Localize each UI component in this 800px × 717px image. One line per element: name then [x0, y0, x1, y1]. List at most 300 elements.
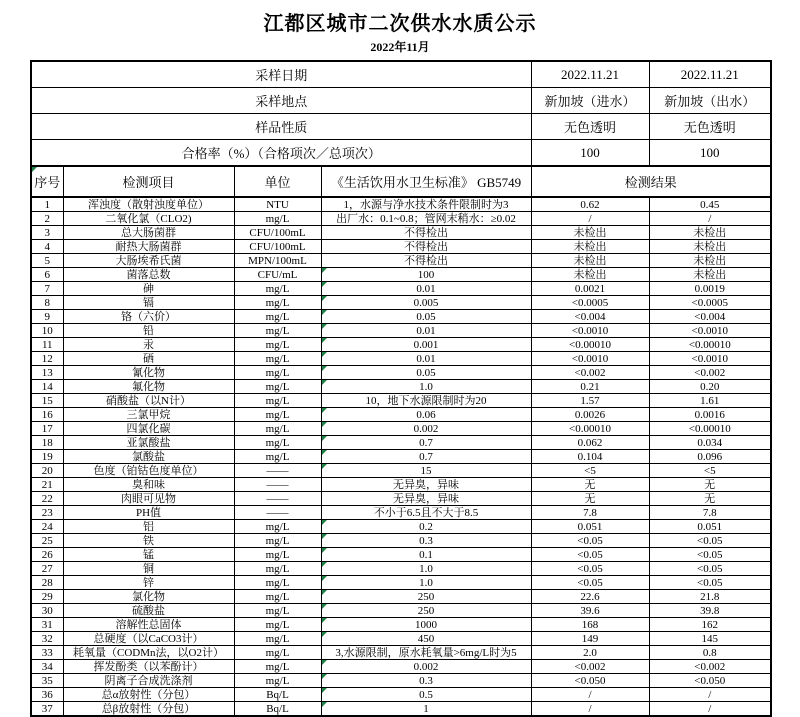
row-result-outlet-text: <0.00010 [688, 422, 731, 435]
row-item-text: 总硬度（以CaCO3计） [93, 632, 204, 645]
row-unit [234, 576, 321, 590]
row-result-outlet [649, 338, 771, 352]
page-subtitle: 2022年11月 [370, 40, 430, 54]
row-result-inlet-text: 2.0 [583, 646, 597, 659]
row-result-inlet [531, 646, 649, 660]
row-standard-text: 0.3 [419, 534, 433, 547]
row-index-text: 34 [41, 660, 53, 673]
table-row [31, 576, 771, 590]
row-standard [321, 590, 531, 604]
cell-flag-triangle-icon [322, 590, 327, 595]
row-index [31, 422, 63, 436]
row-result-outlet [649, 674, 771, 688]
row-unit-text: mg/L [265, 212, 290, 225]
row-result-inlet-text: <0.0010 [571, 324, 609, 337]
row-standard [321, 380, 531, 394]
row-unit [234, 394, 321, 408]
row-result-inlet-text: <0.05 [577, 576, 603, 589]
row-item [63, 674, 234, 688]
row-index [31, 240, 63, 254]
row-index [31, 212, 63, 226]
row-result-inlet [531, 478, 649, 492]
row-item-text: 氯化物 [132, 590, 165, 603]
row-item-text: 总大肠菌群 [121, 226, 176, 239]
row-result-inlet [531, 366, 649, 380]
row-result-outlet [649, 590, 771, 604]
row-item [63, 492, 234, 506]
row-standard-text: 3,水源限制，原水耗氧量>6mg/L时为5 [335, 646, 517, 659]
row-result-outlet [649, 492, 771, 506]
row-item [63, 408, 234, 422]
cell-flag-triangle-icon [322, 366, 327, 371]
row-result-inlet [531, 422, 649, 436]
row-result-outlet [649, 450, 771, 464]
row-result-outlet [649, 226, 771, 240]
row-unit [234, 590, 321, 604]
row-standard-text: 250 [417, 604, 435, 617]
row-result-outlet-text: 21.8 [700, 590, 720, 603]
row-standard [321, 618, 531, 632]
row-result-outlet-text: 0.0019 [694, 282, 725, 295]
row-index-text: 10 [41, 324, 53, 337]
row-item [63, 366, 234, 380]
row-item [63, 478, 234, 492]
row-result-inlet [531, 268, 649, 282]
row-standard-text: 1.0 [419, 380, 433, 393]
row-result-outlet [649, 702, 771, 717]
row-item-text: 锌 [143, 576, 154, 589]
table-row [31, 478, 771, 492]
row-standard-text: 0.05 [416, 366, 436, 379]
results-tbody [31, 197, 771, 716]
row-standard-text: 0.3 [419, 674, 433, 687]
row-standard-text: 不小于6.5且不大于8.5 [373, 506, 479, 519]
row-index-text: 5 [44, 254, 50, 267]
row-result-outlet [649, 380, 771, 394]
row-unit [234, 534, 321, 548]
row-result-inlet [531, 562, 649, 576]
row-standard [321, 632, 531, 646]
row-unit [234, 324, 321, 338]
col-header-no-text: 序号 [34, 175, 61, 190]
row-standard [321, 422, 531, 436]
row-index [31, 296, 63, 310]
row-result-inlet-text: 0.0026 [574, 408, 606, 421]
row-item [63, 310, 234, 324]
row-result-inlet [531, 408, 649, 422]
row-result-inlet [531, 324, 649, 338]
row-standard [321, 282, 531, 296]
row-result-outlet [649, 240, 771, 254]
row-result-inlet [531, 240, 649, 254]
sampling-date-inlet: 2022.11.21 [531, 61, 649, 88]
row-unit-text: mg/L [265, 394, 290, 407]
row-standard-text: 10，地下水源限制时为20 [365, 394, 487, 407]
row-result-inlet [531, 464, 649, 478]
row-index [31, 506, 63, 520]
column-header-row [31, 166, 771, 197]
row-result-inlet [531, 450, 649, 464]
row-result-outlet [649, 576, 771, 590]
row-item [63, 212, 234, 226]
row-item [63, 660, 234, 674]
row-unit [234, 197, 321, 212]
row-result-outlet [649, 394, 771, 408]
row-result-outlet-text: <0.0010 [691, 324, 728, 337]
row-unit-text: mg/L [265, 674, 290, 687]
row-item [63, 702, 234, 717]
row-result-outlet [649, 660, 771, 674]
row-item-text: 浑浊度（散射浊度单位） [88, 198, 209, 211]
row-item-text: 二氧化氯（CLO2) [105, 212, 192, 225]
row-result-inlet [531, 674, 649, 688]
cell-flag-triangle-icon [322, 450, 327, 455]
row-standard [321, 492, 531, 506]
row-result-inlet-text: 0.062 [577, 436, 603, 449]
cell-flag-triangle-icon [322, 618, 327, 623]
row-index-text: 29 [41, 590, 53, 603]
row-standard [321, 366, 531, 380]
sampling-location-row [31, 88, 771, 114]
row-index-text: 14 [41, 380, 53, 393]
row-item [63, 282, 234, 296]
row-result-outlet [649, 282, 771, 296]
sample-nature-label: 样品性质 [31, 114, 531, 140]
row-result-outlet-text: <0.05 [697, 548, 723, 561]
row-unit [234, 674, 321, 688]
row-result-inlet [531, 282, 649, 296]
row-result-outlet-text: <0.05 [697, 534, 723, 547]
row-standard [321, 352, 531, 366]
row-index [31, 394, 63, 408]
table-row [31, 520, 771, 534]
row-unit [234, 282, 321, 296]
table-row [31, 604, 771, 618]
row-result-inlet [531, 632, 649, 646]
row-item [63, 646, 234, 660]
row-unit [234, 380, 321, 394]
row-item-text: 砷 [143, 282, 154, 295]
row-index [31, 478, 63, 492]
row-unit-text: mg/L [265, 408, 290, 421]
row-result-inlet [531, 310, 649, 324]
cell-flag-triangle-icon [322, 548, 327, 553]
row-item [63, 534, 234, 548]
row-index [31, 324, 63, 338]
row-item-text: 耗氧量（CODMn法，以O2计） [73, 646, 224, 659]
row-item-text: 铅 [143, 324, 154, 337]
row-item [63, 226, 234, 240]
row-index [31, 674, 63, 688]
row-item [63, 352, 234, 366]
row-item [63, 240, 234, 254]
row-result-inlet-text: <0.05 [577, 562, 603, 575]
row-result-inlet-text: 未检出 [573, 268, 607, 281]
col-header-unit: 单位 [234, 166, 321, 197]
row-result-inlet-text: 未检出 [573, 240, 607, 253]
row-result-inlet [531, 338, 649, 352]
row-index [31, 618, 63, 632]
row-unit-text: mg/L [265, 422, 290, 435]
row-index-text: 2 [44, 212, 50, 225]
row-result-outlet-text: 未检出 [693, 240, 727, 253]
table-row [31, 534, 771, 548]
row-standard-text: 0.01 [416, 352, 436, 365]
row-standard [321, 646, 531, 660]
row-result-outlet-text: <0.00010 [688, 338, 731, 351]
row-standard [321, 702, 531, 717]
row-result-outlet-text: 0.034 [697, 436, 723, 449]
cell-flag-triangle-icon [322, 534, 327, 539]
row-index-text: 15 [41, 394, 53, 407]
row-standard [321, 436, 531, 450]
row-index-text: 27 [41, 562, 53, 575]
row-unit-text: mg/L [265, 660, 290, 673]
row-item [63, 197, 234, 212]
row-index [31, 632, 63, 646]
row-standard-text: 1，水源与净水技术条件限制时为3 [343, 198, 509, 211]
row-result-inlet-text: 无 [584, 478, 596, 491]
row-result-outlet [649, 324, 771, 338]
row-standard-text: 0.05 [416, 310, 436, 323]
cell-flag-triangle-icon [322, 282, 327, 287]
row-standard [321, 212, 531, 226]
row-unit-text: mg/L [265, 576, 290, 589]
row-result-inlet [531, 590, 649, 604]
row-result-outlet-text: 未检出 [693, 268, 727, 281]
row-standard [321, 338, 531, 352]
row-standard [321, 394, 531, 408]
row-result-inlet [531, 296, 649, 310]
row-item [63, 520, 234, 534]
row-result-outlet-text: 1.61 [700, 394, 720, 407]
row-index-text: 31 [41, 618, 53, 631]
row-index [31, 590, 63, 604]
row-unit [234, 296, 321, 310]
row-standard-text: 0.002 [413, 660, 439, 673]
table-row [31, 394, 771, 408]
row-unit-text: mg/L [265, 520, 290, 533]
row-standard-text: 15 [420, 464, 432, 477]
row-item [63, 394, 234, 408]
row-item [63, 436, 234, 450]
row-index [31, 282, 63, 296]
row-result-inlet [531, 604, 649, 618]
row-result-inlet [531, 520, 649, 534]
table-row [31, 506, 771, 520]
row-standard-text: 0.001 [413, 338, 439, 351]
col-header-result: 检测结果 [531, 166, 771, 197]
row-result-inlet-text: 未检出 [573, 226, 607, 239]
row-standard [321, 268, 531, 282]
row-standard-text: 1.0 [419, 562, 433, 575]
row-index [31, 450, 63, 464]
row-index [31, 408, 63, 422]
row-unit [234, 254, 321, 268]
row-standard [321, 324, 531, 338]
row-index-text: 4 [44, 240, 50, 253]
row-unit [234, 548, 321, 562]
row-index [31, 268, 63, 282]
row-index [31, 660, 63, 674]
row-unit-text: —— [266, 464, 289, 477]
row-item-text: 硒 [143, 352, 154, 365]
table-row [31, 254, 771, 268]
row-unit-text: CFU/100mL [249, 226, 306, 239]
row-result-inlet-text: 0.104 [577, 450, 603, 463]
row-unit-text: mg/L [265, 590, 290, 603]
cell-flag-triangle-icon [322, 352, 327, 357]
row-standard [321, 520, 531, 534]
row-item-text: 汞 [143, 338, 154, 351]
row-unit-text: mg/L [265, 366, 290, 379]
row-result-outlet-text: 0.8 [702, 646, 717, 659]
row-index [31, 226, 63, 240]
row-result-outlet-text: 无 [704, 478, 716, 491]
row-result-outlet-text: 7.8 [702, 506, 717, 519]
row-item [63, 632, 234, 646]
water-quality-table [30, 60, 772, 717]
row-result-outlet-text: <0.002 [694, 660, 726, 673]
row-result-outlet [649, 366, 771, 380]
table-row [31, 212, 771, 226]
row-result-outlet [649, 548, 771, 562]
row-unit-text: mg/L [265, 450, 290, 463]
row-unit [234, 520, 321, 534]
row-index [31, 197, 63, 212]
row-result-inlet [531, 660, 649, 674]
pass-rate-outlet: 100 [649, 140, 771, 167]
row-standard [321, 674, 531, 688]
row-index-text: 19 [41, 450, 53, 463]
table-row [31, 197, 771, 212]
row-result-inlet [531, 436, 649, 450]
row-result-inlet-text: / [588, 688, 592, 701]
row-index [31, 646, 63, 660]
row-unit-text: mg/L [265, 352, 290, 365]
row-item-text: 大肠埃希氏菌 [115, 254, 182, 267]
row-result-inlet-text: <0.00010 [569, 422, 611, 435]
row-index-text: 33 [41, 646, 53, 659]
row-item [63, 268, 234, 282]
pass-rate-row [31, 140, 771, 167]
row-index-text: 17 [41, 422, 53, 435]
row-result-outlet-text: 未检出 [693, 254, 727, 267]
row-index [31, 254, 63, 268]
row-item [63, 604, 234, 618]
row-result-outlet-text: / [708, 688, 712, 701]
cell-flag-triangle-icon [322, 296, 327, 301]
row-standard [321, 296, 531, 310]
row-result-inlet-text: <0.050 [574, 674, 606, 687]
row-index-text: 25 [41, 534, 53, 547]
sample-nature-row [31, 114, 771, 140]
row-result-outlet-text: 0.051 [697, 520, 723, 533]
row-index [31, 562, 63, 576]
row-result-outlet-text: <0.050 [694, 674, 726, 687]
row-index-text: 28 [41, 576, 53, 589]
row-standard-text: 0.06 [416, 408, 436, 421]
row-result-inlet [531, 380, 649, 394]
row-index [31, 366, 63, 380]
row-result-inlet-text: 39.6 [580, 604, 600, 617]
cell-flag-triangle-icon [322, 310, 327, 315]
table-row [31, 674, 771, 688]
row-unit-text: mg/L [265, 436, 290, 449]
row-result-inlet-text: 0.21 [580, 380, 600, 393]
row-item-text: 溶解性总固体 [115, 618, 182, 631]
cell-flag-triangle-icon [322, 338, 327, 343]
row-result-outlet-text: 162 [701, 618, 719, 631]
row-index [31, 380, 63, 394]
row-result-inlet-text: <0.05 [577, 548, 603, 561]
row-unit-text: mg/L [265, 534, 290, 547]
row-item [63, 464, 234, 478]
row-item-text: 亚氯酸盐 [126, 436, 171, 449]
cell-flag-triangle-icon [322, 422, 327, 427]
row-standard-text: 不得检出 [404, 240, 448, 253]
row-unit [234, 618, 321, 632]
row-result-inlet-text: 149 [581, 632, 599, 645]
table-row [31, 338, 771, 352]
row-standard [321, 534, 531, 548]
row-item [63, 618, 234, 632]
table-row [31, 548, 771, 562]
table-row [31, 590, 771, 604]
row-result-outlet-text: / [708, 702, 712, 715]
cell-flag-triangle-icon [322, 408, 327, 413]
row-standard-text: 1.0 [419, 576, 433, 589]
row-unit-text: mg/L [265, 338, 290, 351]
row-unit [234, 268, 321, 282]
row-index-text: 9 [44, 310, 50, 323]
row-item-text: 菌落总数 [126, 268, 171, 281]
row-standard-text: 不得检出 [404, 254, 448, 267]
row-result-inlet-text: 0.62 [580, 198, 600, 211]
row-standard-text: 不得检出 [404, 226, 448, 239]
col-header-no [31, 166, 63, 197]
cell-flag-triangle-icon [322, 436, 327, 441]
row-unit-text: —— [266, 492, 289, 505]
row-result-outlet [649, 464, 771, 478]
row-result-inlet-text: / [588, 702, 592, 715]
row-result-outlet [649, 618, 771, 632]
row-standard-text: 无异臭，异味 [393, 478, 459, 491]
cell-flag-triangle-icon [322, 464, 327, 469]
row-unit-text: Bq/L [266, 702, 289, 715]
row-standard-text: 0.7 [419, 450, 433, 463]
row-standard-text: 0.5 [419, 688, 433, 701]
row-result-outlet [649, 352, 771, 366]
row-index [31, 548, 63, 562]
row-result-outlet [649, 212, 771, 226]
row-result-outlet [649, 478, 771, 492]
row-item-text: 耐热大肠菌群 [115, 240, 182, 253]
table-row [31, 380, 771, 394]
row-unit [234, 478, 321, 492]
row-result-outlet [649, 646, 771, 660]
row-result-inlet-text: <0.05 [577, 534, 603, 547]
cell-flag-triangle-icon [322, 562, 327, 567]
sampling-date-label: 采样日期 [31, 61, 531, 88]
row-unit [234, 240, 321, 254]
row-item-text: 色度（铂钴色度单位） [93, 464, 204, 477]
row-item-text: 阴离子合成洗涤剂 [104, 674, 193, 687]
row-unit [234, 436, 321, 450]
row-standard-text: 450 [417, 632, 435, 645]
row-result-inlet-text: <0.002 [574, 660, 606, 673]
row-index [31, 576, 63, 590]
